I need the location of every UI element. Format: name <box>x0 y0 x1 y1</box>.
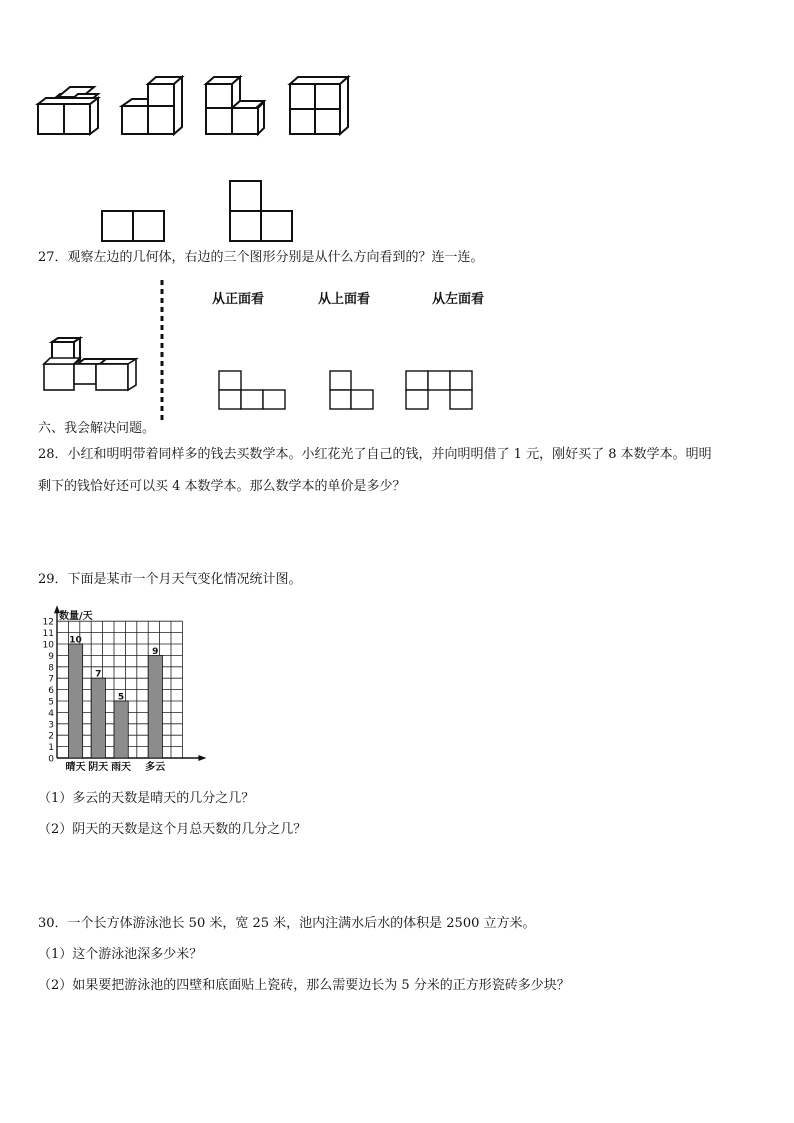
solid-figure-4 <box>290 77 348 134</box>
x-category-label: 阴天 <box>88 762 109 773</box>
y-tick-label: 7 <box>48 674 54 685</box>
weather-bar-chart <box>0 600 260 780</box>
view-label-left: 从左面看 <box>432 292 485 307</box>
y-tick-label: 1 <box>48 743 54 754</box>
y-tick-label: 6 <box>48 686 54 697</box>
x-category-label: 晴天 <box>65 762 86 773</box>
view-label-top: 从上面看 <box>318 292 371 307</box>
bar <box>91 678 105 758</box>
bar <box>114 701 128 758</box>
view-top-shape <box>330 371 373 409</box>
q29-sub-2: （2）阴天的天数是这个月总天数的几分之几？ <box>38 822 307 837</box>
view-shape-2 <box>230 181 292 241</box>
y-tick-label: 2 <box>48 731 54 742</box>
y-tick-label: 4 <box>48 708 54 719</box>
q30-sub-1: （1）这个游泳池深多少米？ <box>38 947 203 962</box>
y-tick-label: 12 <box>42 617 54 628</box>
solid-figure-2 <box>122 77 182 134</box>
x-category-label: 多云 <box>145 762 166 773</box>
x-axis-arrow <box>198 755 206 761</box>
y-tick-label: 11 <box>42 629 54 640</box>
y-tick-label: 5 <box>48 697 54 708</box>
y-tick-label: 0 <box>48 754 54 765</box>
q27-solid <box>44 338 136 390</box>
bar-data-label: 10 <box>69 635 82 646</box>
y-tick-label: 8 <box>48 663 54 674</box>
q29-text: 29．下面是某市一个月天气变化情况统计图。 <box>38 572 302 587</box>
q28-line-1: 28．小红和明明带着同样多的钱去买数学本。小红花光了自己的钱，并向明明借了 1 元，刚好买了 8 本数学本。明明 <box>38 447 712 462</box>
y-tick-label: 3 <box>48 720 54 731</box>
bar <box>68 644 82 758</box>
q28-line-2: 剩下的钱恰好还可以买 4 本数学本。那么数学本的单价是多少？ <box>38 479 406 494</box>
bar-data-label: 5 <box>117 692 125 703</box>
view-front-shape <box>219 371 285 409</box>
solid-figures-row <box>0 0 794 160</box>
bar-data-label: 7 <box>95 669 102 680</box>
q30-sub-2: （2）如果要把游泳池的四壁和底面贴上瓷砖，那么需要边长为 5 分米的正方形瓷砖多少块？ <box>38 978 570 993</box>
x-category-label: 雨天 <box>111 762 132 773</box>
bar <box>148 655 162 758</box>
y-tick-label: 10 <box>42 640 54 651</box>
solid-figure-1 <box>38 87 98 134</box>
y-axis-label: 数量/天 <box>59 611 93 623</box>
view-left-shape <box>406 371 472 409</box>
view-label-front: 从正面看 <box>212 292 265 307</box>
view-shape-1 <box>102 211 164 241</box>
solid-figure-3 <box>206 77 264 134</box>
section-6-title: 六、我会解决问题。 <box>38 421 156 436</box>
q30-text: 30．一个长方体游泳池长 50 米，宽 25 米，池内注满水后水的体积是 2500 立方米。 <box>38 916 536 931</box>
q29-sub-1: （1）多云的天数是晴天的几分之几？ <box>38 791 255 806</box>
y-tick-label: 9 <box>48 651 54 662</box>
bar-data-label: 9 <box>152 646 159 657</box>
q27-text: 27．观察左边的几何体，右边的三个图形分别是从什么方向看到的？连一连。 <box>38 250 484 265</box>
q27-figure <box>0 270 794 430</box>
